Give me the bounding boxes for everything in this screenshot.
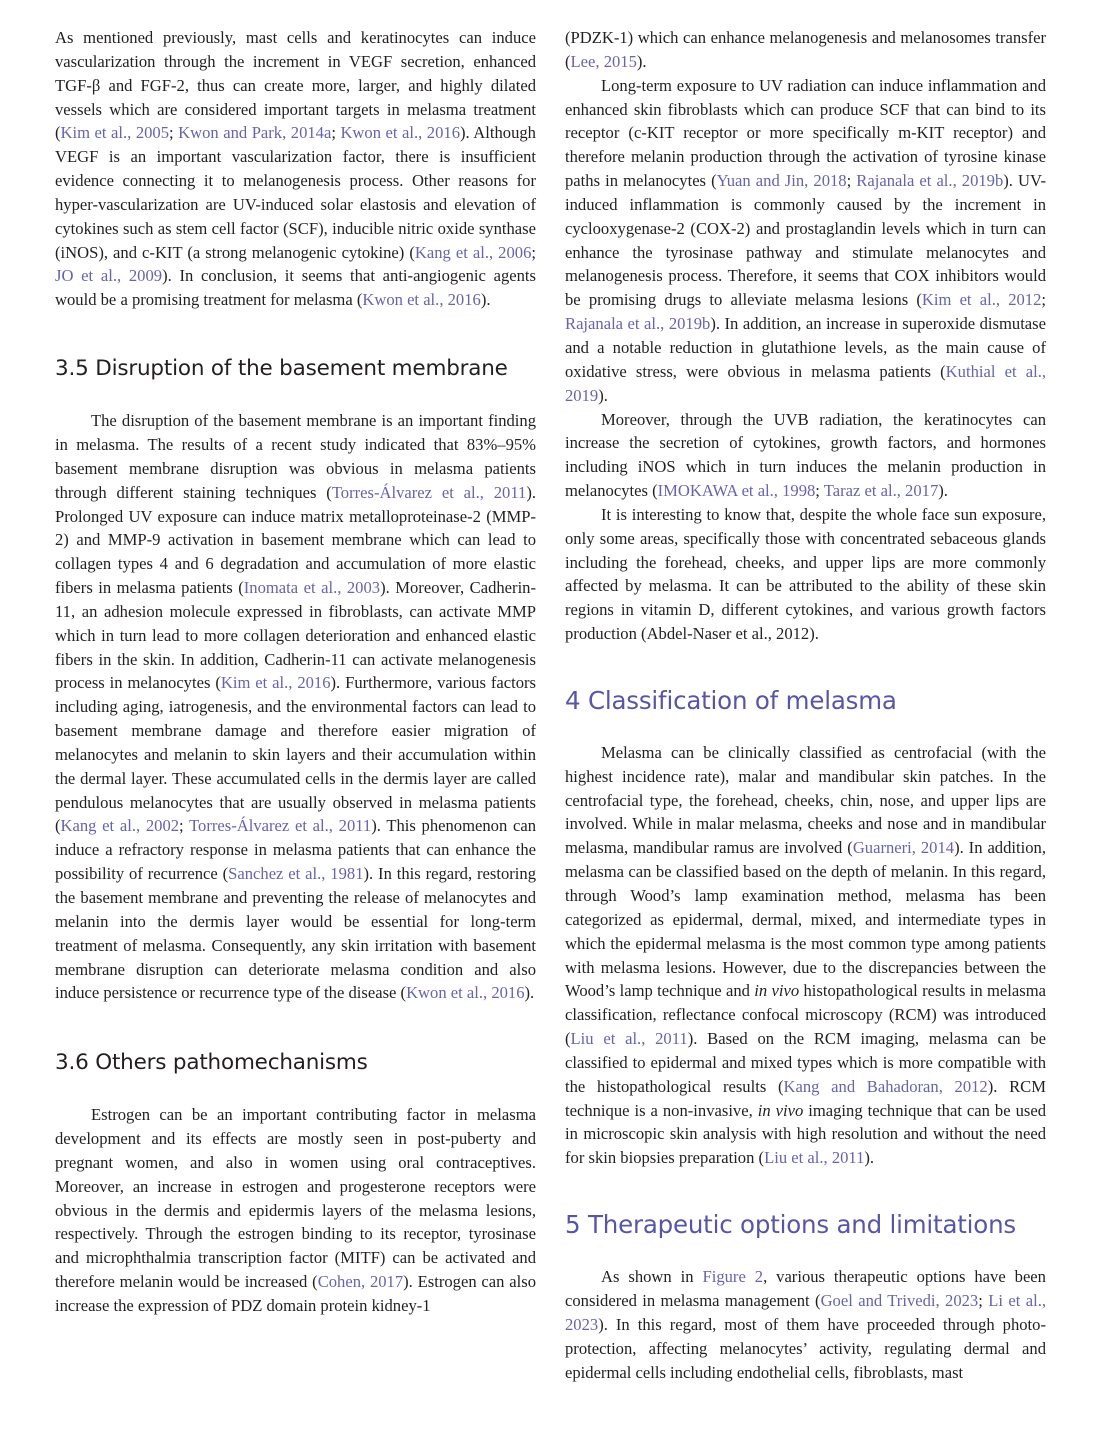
paragraph-classification: Melasma can be clinically classified as centrofacial (with the highest incidence rate), malar and mandibular skin patches. In the centrofacial type, the forehead, cheeks, chin, nose, and upper lips are involved. While in malar melasma, cheeks and nose and in mandibular melasma, mandibular ramus are involved (Guarneri, 2014). In addition, melasma can be classified based on the depth of melanin. In this regard, through Wood’s lamp examination method, melasma has been categorized as epidermal, dermal, mixed, and intermediate types in which the epidermal melasma is the most common type among patients with melasma lesions. However, due to the discrepancies between the Wood’s lamp technique and in vivo histopathological results in melasma classification, reflectance confocal microscopy (RCM) was introduced (Liu et al., 2011). Based on the RCM imaging, melasma can be classified to epidermal and mixed types which is more compatible with the histopathological results (Kang and Bahadoran, 2012). RCM technique is a non-invasive, in vivo imaging technique that can be used in microscopic skin analysis with high resolution and without the need for skin biopsies preparation (Liu et al., 2011). xyxy=(565,742,1047,1168)
citation-link[interactable]: Li et al., 2023 xyxy=(565,1290,1046,1334)
citation-link[interactable]: Rajanala et al., 2019b xyxy=(856,171,1004,191)
italic-term: in vivo xyxy=(757,1100,804,1120)
citation-link[interactable]: Kwon et al., 2016 xyxy=(406,983,525,1003)
figure-link[interactable]: Figure 2 xyxy=(702,1267,764,1287)
paragraph-uvb-keratinocytes: Moreover, through the UVB radiation, the keratinocytes can increase the secretion of cytokines, growth factors, and hormones including iNOS which in turn induces the melanin production in melanocytes (IMOKAWA et al., 1998; Taraz et al., 2017). xyxy=(565,409,1046,501)
citation-link[interactable]: Goel and Trivedi, 2023 xyxy=(820,1290,979,1310)
citation-link[interactable]: Kang et al., 2002 xyxy=(60,816,180,836)
citation-link[interactable]: Lee, 2015 xyxy=(570,51,637,71)
citation-link[interactable]: Yuan and Jin, 2018 xyxy=(716,171,847,191)
paragraph-estrogen: Estrogen can be an important contributing factor in melasma development and its effects are mostly seen in post-puberty and pregnant women, and also in women using oral contraceptives. Moreover, an increase in estrogen and progesterone receptors were obvious in the dermis and epidermis layers of the melasma lesions, respectively. Through the estrogen binding to its receptor, tyrosinase and microphthalmia transcription factor (MITF) can be activated and therefore melanin would be increased (Cohen, 2017). Estrogen can also increase the expression of PDZ domain protein kidney-1 xyxy=(55,1105,536,1315)
italic-term: in vivo xyxy=(754,981,800,1001)
paragraph-uv-inflammation: Long-term exposure to UV radiation can induce inflammation and enhanced skin fibroblasts which can produce SCF that can bind to its receptor (c-KIT receptor or more specifically m-KIT receptor) and therefore melanin production through the activation of tyrosine kinase paths in melanocytes (Yuan and Jin, 2018; Rajanala et al., 2019b). UV-induced inflammation is commonly caused by the increment in cyclooxygenase-2 (COX-2) and prostaglandin levels which in turn can enhance the tyrosinase pathway and stimulate melanocytes and melanogenesis process. Therefore, it seems that COX inhibitors would be promising drugs to alleviate melasma lesions (Kim et al., 2012; Rajanala et al., 2019b). In addition, an increase in superoxide dismutase and a notable reduction in glutathione levels, as the main cause of oxidative stress, were obvious in melasma patients (Kuthial et al., 2019). xyxy=(565,75,1047,405)
paragraph-basement-membrane: The disruption of the basement membrane is an important finding in melasma. The results of a recent study indicated that 83%–95% basement membrane disruption was obvious in melasma patients through different staining techniques (Torres-Álvarez et al., 2011). Prolonged UV exposure can induce matrix metalloproteinase-2 (MMP-2) and MMP-9 activation in basement membrane which can lead to collagen types 4 and 6 degradation and accumulation of more elastic fibers in melasma patients (Inomata et al., 2003). Moreover, Cadherin-11, an adhesion molecule expressed in fibroblasts, can activate MMP which in turn lead to more collagen deterioration and enhanced elastic fibers in the skin. In addition, Cadherin-11 can activate melanogenesis process in melanocytes (Kim et al., 2016). Furthermore, various factors including aging, iatrogenesis, and the environmental factors can lead to basement membrane damage and therefore easier migration of melanocytes and melanin to skin layers and their accumulation within the dermal layer. These accumulated cells in the dermis layer are called pendulous melanocytes that are usually observed in melasma patients (Kang et al., 2002; Torres-Álvarez et al., 2011). This phenomenon can induce a refractory response in melasma patients that can enhance the possibility of recurrence (Sanchez et al., 1981). In this regard, restoring the basement membrane and preventing the release of melanocytes and melanin into the dermis layer would be essential for long-term treatment of melasma. Consequently, any skin irritation with basement membrane disruption can deteriorate melasma condition and also induce persistence or recurrence type of the disease (Kwon et al., 2016). xyxy=(55,411,537,1003)
paragraph-vascularization: As mentioned previously, mast cells and keratinocytes can induce vascularization through the increment in VEGF secretion, enhanced TGF-β and FGF-2, thus can create more, larger, and highly dilated vessels which are considered important targets in melasma treatment (Kim et al., 2005; Kwon and Park, 2014a; Kwon et al., 2016). Although VEGF is an important vascularization factor, there is insufficient evidence connecting it to melanogenesis process. Other reasons for hyper-vascularization are UV-induced solar elastosis and elevation of cytokines such as stem cell factor (SCF), inducible nitric oxide synthase (iNOS), and c-KIT (a strong melanogenic cytokine) (Kang et al., 2006; JO et al., 2009). In conclusion, it seems that anti-angiogenic agents would be a promising treatment for melasma (Kwon et al., 2016). xyxy=(55,28,536,310)
citation-link[interactable]: Kuthial et al., 2019 xyxy=(565,361,1046,405)
citation-link[interactable]: Rajanala et al., 2019b xyxy=(565,314,711,334)
citation-link[interactable]: JO et al., 2009 xyxy=(55,266,163,286)
section-heading-5: 5 Therapeutic options and limitations xyxy=(565,1210,1016,1240)
citation-link[interactable]: Kwon and Park, 2014a xyxy=(178,123,332,143)
citation-link[interactable]: IMOKAWA et al., 1998 xyxy=(657,481,816,501)
citation-link[interactable]: Kim et al., 2016 xyxy=(220,673,331,693)
citation-link[interactable]: Kim et al., 2005 xyxy=(60,123,170,143)
paragraph-pdzk1: (PDZK-1) which can enhance melanogenesis and melanosomes transfer (Lee, 2015). xyxy=(565,28,1046,71)
section-heading-3-5: 3.5 Disruption of the basement membrane xyxy=(55,356,508,382)
citation-link[interactable]: Sanchez et al., 1981 xyxy=(228,864,364,884)
citation-link[interactable]: Kang and Bahadoran, 2012 xyxy=(783,1076,988,1096)
citation-link[interactable]: Kang et al., 2006 xyxy=(414,242,532,262)
paragraph-therapeutic-options: As shown in Figure 2, various therapeutic options have been considered in melasma management (Goel and Trivedi, 2023; Li et al., 2023). In this regard, most of them have proceeded through photo-protection, affecting melanocytes’ activity, regulating dermal and epidermal cells including endothelial cells, fibroblasts, mast xyxy=(565,1267,1046,1382)
citation-link[interactable]: Guarneri, 2014 xyxy=(852,838,955,858)
paragraph-sebaceous-areas: It is interesting to know that, despite the whole face sun exposure, only some areas, specifically those with concentrated sebaceous glands including the forehead, cheeks, and upper lips are more commonly affected by melasma. It can be attributed to the ability of these skin regions in vitamin D, different cytokines, and various growth factors production (Abdel-Naser et al., 2012). xyxy=(565,504,1046,644)
citation-link[interactable]: Inomata et al., 2003 xyxy=(243,578,381,598)
section-heading-4: 4 Classification of melasma xyxy=(565,685,897,715)
citation-link[interactable]: Liu et al., 2011 xyxy=(570,1029,688,1049)
citation-link[interactable]: Torres-Álvarez et al., 2011 xyxy=(189,816,372,836)
citation-link[interactable]: Torres-Álvarez et al., 2011 xyxy=(331,482,527,502)
left-column xyxy=(55,26,536,1318)
citation-link[interactable]: Taraz et al., 2017 xyxy=(823,481,939,501)
citation-link[interactable]: Cohen, 2017 xyxy=(317,1272,404,1292)
citation-link[interactable]: Kim et al., 2012 xyxy=(921,290,1042,310)
citation-link[interactable]: Kwon et al., 2016 xyxy=(362,290,481,310)
section-heading-3-6: 3.6 Others pathomechanisms xyxy=(55,1050,368,1076)
citation-link[interactable]: Liu et al., 2011 xyxy=(764,1148,865,1168)
right-column xyxy=(565,26,1046,1384)
citation-link[interactable]: Kwon et al., 2016 xyxy=(340,123,460,143)
